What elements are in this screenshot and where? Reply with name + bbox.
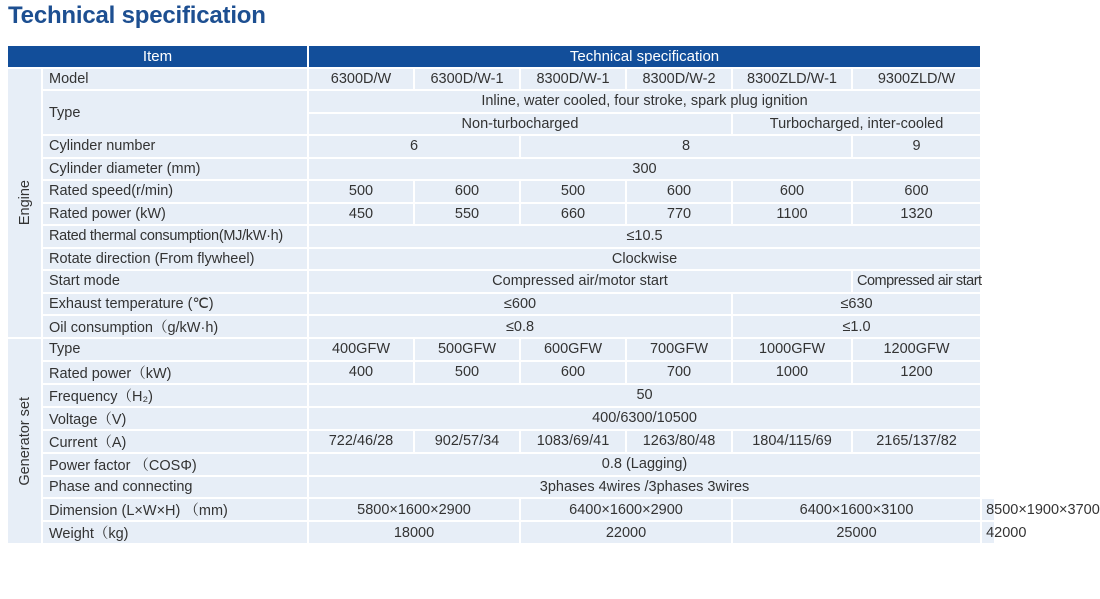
row-phase [8,477,994,498]
cell-type-line2: Non-turbocharged [309,114,731,135]
cell-model: 6300D/W-1 [415,69,519,90]
cell-rated-power: 450 [309,204,413,225]
section-generator-label: Generator set [16,396,33,486]
row-rated-speed [8,181,994,202]
section-generator [8,339,41,543]
cell-gen-type: 1200GFW [853,339,980,360]
cell-dimension: 6400×1600×2900 [521,499,731,520]
row-type [8,91,994,112]
cell-current: 1083/69/41 [521,431,625,452]
header-row [8,46,994,67]
cell-cylinder-diameter: 300 [309,159,980,180]
cell-power-factor: 0.8 (Lagging) [309,454,980,475]
cell-rated-speed: 500 [521,181,625,202]
cell-current: 1804/115/69 [733,431,851,452]
cell-model: 9300ZLD/W [853,69,980,90]
label-voltage: Voltage（V) [43,408,307,429]
row-model [8,69,994,90]
cell-frequency: 50 [309,385,980,406]
cell-rated-speed: 500 [309,181,413,202]
cell-voltage: 400/6300/10500 [309,408,980,429]
row-cylinder-number [8,136,994,157]
cell-weight: 25000 [733,522,980,543]
row-dimension [8,499,994,520]
label-cylinder-number: Cylinder number [43,136,307,157]
row-cylinder-diameter [8,159,994,180]
cell-dimension: 6400×1600×3100 [733,499,980,520]
cell-weight: 18000 [309,522,519,543]
row-thermal [8,226,994,247]
row-current [8,431,994,452]
row-power-factor [8,454,994,475]
cell-model: 6300D/W [309,69,413,90]
cell-gen-power: 700 [627,362,731,383]
cell-gen-power: 600 [521,362,625,383]
cell-model: 8300D/W-1 [521,69,625,90]
cell-gen-type: 400GFW [309,339,413,360]
cell-type-line1: Inline, water cooled, four stroke, spark plug ignition [309,91,980,112]
cell-rated-speed: 600 [415,181,519,202]
row-exhaust [8,294,994,315]
label-frequency: Frequency（H₂) [43,385,307,406]
cell-exhaust: ≤630 [733,294,980,315]
cell-gen-type: 500GFW [415,339,519,360]
row-oil [8,316,994,337]
cell-gen-power: 1000 [733,362,851,383]
label-thermal: Rated thermal consumption(MJ/kW·h) [43,226,307,247]
cell-gen-power: 400 [309,362,413,383]
label-rated-power: Rated power (kW) [43,204,307,225]
row-gen-power [8,362,994,383]
cell-exhaust: ≤600 [309,294,731,315]
label-rated-speed: Rated speed(r/min) [43,181,307,202]
cell-rated-speed: 600 [853,181,980,202]
label-phase: Phase and connecting [43,477,307,498]
cell-type-line2: Turbocharged, inter-cooled [733,114,980,135]
cell-model: 8300ZLD/W-1 [733,69,851,90]
cell-current: 1263/80/48 [627,431,731,452]
row-gen-type [8,339,994,360]
label-cylinder-diameter: Cylinder diameter (mm) [43,159,307,180]
cell-dimension: 8500×1900×3700 [982,499,994,520]
cell-current: 2165/137/82 [853,431,980,452]
cell-gen-type: 1000GFW [733,339,851,360]
cell-dimension: 5800×1600×2900 [309,499,519,520]
cell-gen-type: 600GFW [521,339,625,360]
label-current: Current（A) [43,431,307,452]
label-rotate: Rotate direction (From flywheel) [43,249,307,270]
cell-weight: 22000 [521,522,731,543]
label-gen-power: Rated power（kW) [43,362,307,383]
label-dimension: Dimension (L×W×H) （mm) [43,499,307,520]
cell-rated-power: 1100 [733,204,851,225]
cell-rated-speed: 600 [733,181,851,202]
label-start: Start mode [43,271,307,292]
cell-current: 722/46/28 [309,431,413,452]
label-type: Type [43,91,307,134]
cell-start: Compressed air/motor start [309,271,851,292]
row-voltage [8,408,994,429]
label-gen-type: Type [43,339,307,360]
cell-rated-speed: 600 [627,181,731,202]
row-start [8,271,994,292]
cell-weight: 42000 [982,522,994,543]
cell-oil: ≤0.8 [309,316,731,337]
cell-thermal: ≤10.5 [309,226,980,247]
row-rotate [8,249,994,270]
cell-rated-power: 1320 [853,204,980,225]
header-spec: Technical specification [309,46,980,67]
cell-phase: 3phases 4wires /3phases 3wires [309,477,980,498]
cell-oil: ≤1.0 [733,316,980,337]
cell-start: Compressed air start [853,271,980,292]
label-weight: Weight（kg) [43,522,307,543]
cell-model: 8300D/W-2 [627,69,731,90]
label-exhaust: Exhaust temperature (℃) [43,294,307,315]
cell-current: 902/57/34 [415,431,519,452]
cell-gen-type: 700GFW [627,339,731,360]
row-rated-power [8,204,994,225]
label-model: Model [43,69,307,90]
cell-gen-power: 1200 [853,362,980,383]
page-title: Technical specification [8,2,266,29]
section-engine [8,69,41,338]
label-power-factor: Power factor （COSΦ) [43,454,307,475]
label-oil: Oil consumption（g/kW·h) [43,316,307,337]
cell-gen-power: 500 [415,362,519,383]
cell-rated-power: 550 [415,204,519,225]
spec-table [6,44,1100,545]
cell-rated-power: 660 [521,204,625,225]
cell-cylinder-number: 6 [309,136,519,157]
header-item: Item [8,46,307,67]
cell-rated-power: 770 [627,204,731,225]
cell-cylinder-number: 8 [521,136,851,157]
section-engine-label: Engine [16,180,33,226]
row-weight [8,522,994,543]
cell-rotate: Clockwise [309,249,980,270]
cell-cylinder-number: 9 [853,136,980,157]
row-frequency [8,385,994,406]
